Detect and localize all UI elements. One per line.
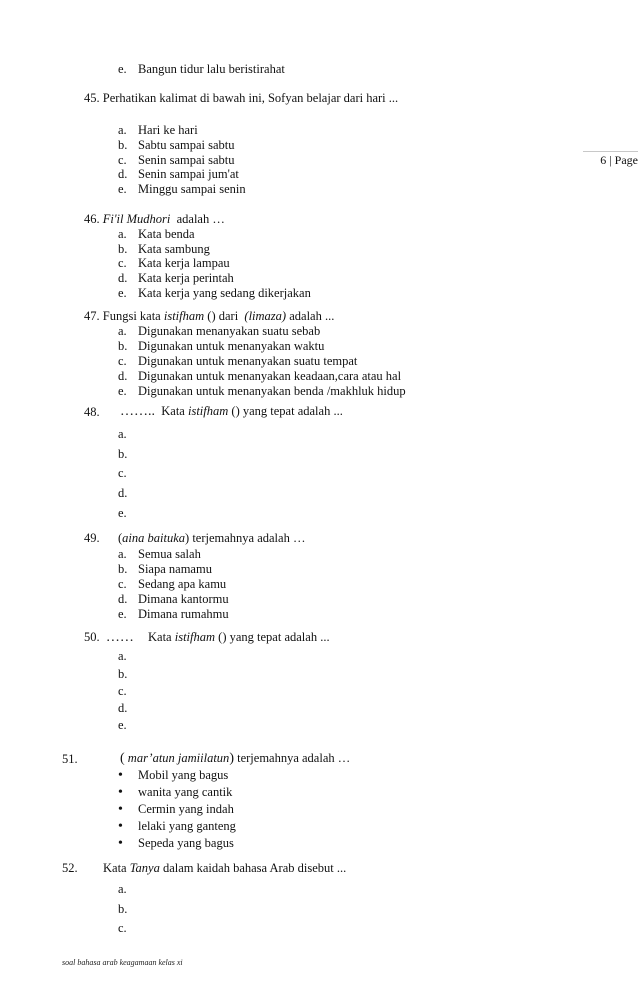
question-46 [84,212,225,227]
question-term: mar’atun jamiilatun [127,751,230,765]
question-47 [84,309,334,324]
q50-option-a: a. [118,649,127,663]
question-number: 48. [84,405,100,419]
q52-option-c: c. [118,921,127,935]
q49-option-c [118,577,226,592]
option-key: c. [118,256,127,270]
option-key: b. [118,138,128,152]
question-term: aina baituka [122,531,186,545]
q47-option-b [118,339,324,354]
option-text: Cermin yang indah [138,802,234,816]
q52-option-a: a. [118,882,127,896]
option-key: d. [118,592,128,606]
option-text: Minggu sampai senin [138,182,246,196]
option-text: Senin sampai jum'at [138,167,239,181]
option-key: a. [118,324,127,338]
option-text: Dimana rumahmu [138,607,229,621]
question-term: Fi'il Mudhori [102,212,171,226]
question-term: istifham [187,404,229,418]
option-key: e. [118,182,127,196]
option-key: c. [118,577,127,591]
option-key: e. [118,607,127,621]
page-number: 6 | Page [583,151,638,167]
option-key: d. [118,271,128,285]
bullet: • [118,785,123,800]
q49-option-a [118,547,201,562]
q47-option-c [118,354,357,369]
question-text: () yang tepat adalah ... [218,630,330,644]
question-49-text: (aina baituka) terjemahnya adalah … [118,531,306,545]
q51-option-3 [118,802,234,818]
question-number: 49. [84,531,100,545]
q50-option-b: b. [118,667,128,681]
question-text: Kata [148,630,172,644]
question-51-number: 51. [62,752,78,766]
option-text: Digunakan untuk menanyakan waktu [138,339,325,353]
option-key: d. [118,167,128,181]
option-text: Kata sambung [138,242,210,256]
question-text: Perhatikan kalimat di bawah ini, Sofyan belajar dari hari ... [102,91,399,105]
q47-option-a [118,324,320,339]
q48-option-a: a. [118,427,127,441]
question-52-number: 52. [62,861,78,875]
option-key: b. [118,339,128,353]
blank-dots: …… [105,630,134,645]
option-text: Digunakan untuk menanyakan suatu tempat [138,354,358,368]
option-text: Kata benda [138,227,195,241]
question-term: (limaza) [244,309,287,323]
q46-option-c [118,256,230,271]
question-text: Fungsi kata [102,309,161,323]
bullet: • [118,819,123,834]
option-text: lelaki yang ganteng [138,819,236,833]
option-text: Digunakan untuk menanyakan keadaan,cara atau hal [138,369,402,383]
question-48 [84,405,100,420]
question-52-text [103,861,346,876]
q50-option-e: e. [118,718,127,732]
option-text: Digunakan untuk menanyakan benda /makhluk hidup [138,384,406,398]
question-text: adalah ... [289,309,335,323]
question-number: 47. [84,309,100,323]
question-51-text: ( mar’atun jamiilatun) terjemahnya adalah … [120,751,351,766]
bullet: • [118,768,123,783]
option-text: Sepeda yang bagus [138,836,234,850]
q47-option-e [118,384,406,399]
question-text: () yang tepat adalah ... [231,404,343,418]
option-text: Senin sampai sabtu [138,153,235,167]
option-key: d. [118,369,128,383]
question-text: Kata [103,861,127,875]
q47-option-d [118,369,401,384]
option-text: Semua salah [138,547,201,561]
question-text: Kata [161,404,185,418]
q52-option-b: b. [118,902,128,916]
option-text: Sedang apa kamu [138,577,227,591]
question-term: istifham [174,630,216,644]
question-49 [84,531,100,546]
q45-option-c [118,153,235,168]
question-text: terjemahnya adalah … [237,751,351,765]
q50-option-c: c. [118,684,127,698]
q48-option-c: c. [118,466,127,480]
q51-option-1 [118,768,228,784]
question-50-text [148,630,330,645]
option-text: Hari ke hari [138,123,198,137]
question-term: istifham [163,309,205,323]
bullet: • [118,836,123,851]
q48-option-d: d. [118,486,128,500]
q44-option-e [118,62,285,77]
option-key: c. [118,153,127,167]
option-key: b. [118,562,128,576]
question-number: 46. [84,212,100,226]
option-key: c. [118,354,127,368]
q51-option-4 [118,819,236,835]
bullet: • [118,802,123,817]
option-text: Kata kerja perintah [138,271,234,285]
option-text: Kata kerja yang sedang dikerjakan [138,286,311,300]
option-text: wanita yang cantik [138,785,233,799]
q50-option-d: d. [118,701,128,715]
q51-option-2 [118,785,232,801]
option-key: a. [118,123,127,137]
q45-option-d [118,167,239,182]
q46-option-b [118,242,210,257]
question-text: dalam kaidah bahasa Arab disebut ... [162,861,347,875]
q46-option-d [118,271,234,286]
option-key: a. [118,547,127,561]
option-key: a. [118,227,127,241]
question-term: Tanya [129,861,160,875]
option-key: e. [118,62,127,76]
q45-option-b [118,138,235,153]
q49-option-d [118,592,229,607]
option-text: Kata kerja lampau [138,256,230,270]
question-text: () dari [207,309,239,323]
q46-option-a [118,227,195,242]
option-text: Bangun tidur lalu beristirahat [138,62,285,76]
question-50 [84,630,134,646]
question-number: 50. [84,630,100,644]
option-key: e. [118,286,127,300]
option-key: e. [118,384,127,398]
question-45 [84,91,398,106]
q46-option-e [118,286,311,301]
q51-option-5 [118,836,234,852]
question-text: adalah … [176,212,225,226]
option-key: b. [118,242,128,256]
option-text: Digunakan menanyakan suatu sebab [138,324,321,338]
question-48-text [120,404,343,420]
blank-dots: …….. [120,404,155,419]
option-text: Mobil yang bagus [138,768,229,782]
option-text: Sabtu sampai sabtu [138,138,235,152]
q45-option-a [118,123,198,138]
option-text: Siapa namamu [138,562,212,576]
footer-text: soal bahasa arab keagamaan kelas xi [62,958,183,967]
question-number: 45. [84,91,100,105]
q49-option-e [118,607,229,622]
option-text: Dimana kantormu [138,592,229,606]
q48-option-e: e. [118,506,127,520]
question-text: terjemahnya adalah … [192,531,306,545]
q45-option-e [118,182,246,197]
q48-option-b: b. [118,447,128,461]
q49-option-b [118,562,212,577]
